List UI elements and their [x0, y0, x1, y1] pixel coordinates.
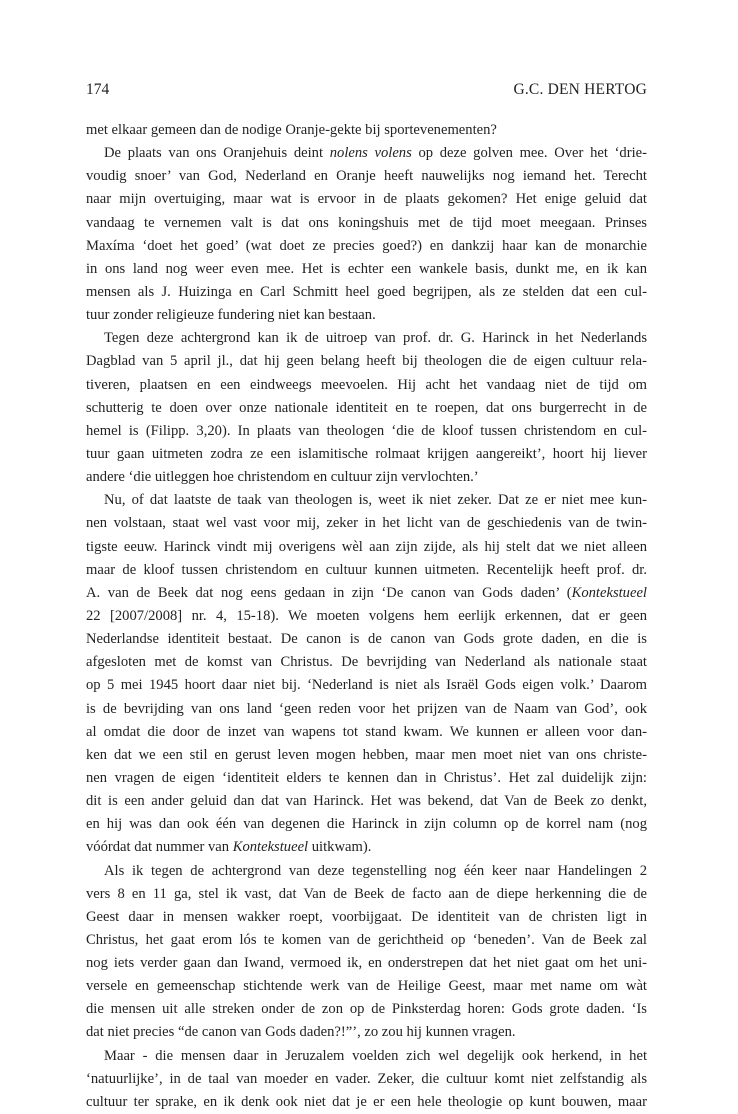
- text-line: en hij was dan ook één van degenen die Harinck in zijn column op de korrel nam (nog: [86, 816, 647, 833]
- text-line: Tegen deze achtergrond kan ik de uitroep van prof. dr. G. Harinck in het Nederlands: [104, 330, 647, 347]
- text-line: hemel is (Filipp. 3,20). In plaats van theologen ‘die de kloof tussen christendom en cul-: [86, 422, 647, 439]
- text-line: nen vragen de eigen ‘identiteit elders te kennen dan in Christus’. Het zal duidelijk zijn:: [86, 769, 647, 786]
- italic-text: nolens volens: [329, 145, 412, 162]
- text-line: maar de kloof tussen christendom en cultuur kunnen uitmeten. Recentelijk heeft prof. dr.: [86, 561, 647, 578]
- text-line: al omdat die door de inzet van wapens tot stand kwam. We kunnen er alleen voor dan-: [86, 723, 647, 740]
- running-head: [86, 80, 647, 100]
- text-line: Nu, of dat laatste de taak van theologen is, weet ik niet zeker. Dat ze er niet mee kun-: [104, 492, 647, 509]
- text-line: naar mijn overtuiging, maar wat is ervoor in de plaats gekomen? Het enige geluid dat: [86, 191, 647, 208]
- text-line: voudig snoer’ van God, Nederland en Oranje heeft nauwelijks nog iemand het. Terecht: [86, 168, 647, 185]
- text-line: vandaag te vernemen valt is dat ons koningshuis met de tijd moet meegaan. Prinses: [86, 214, 647, 231]
- italic-text: Kontekstueel: [571, 584, 647, 601]
- text-run: uitkwam).: [308, 839, 372, 856]
- text-line: [86, 582, 647, 605]
- text-line: versele en gemeenschap stichtende werk van de Heilige Geest, maar met name om wàt: [86, 978, 647, 995]
- text-line: Maxíma ‘doet het goed’ (wat doet ze precies goed?) en dankzij haar kan de monarchie: [86, 237, 647, 254]
- text-run: vóórdat dat nummer van: [86, 839, 233, 856]
- text-line: Maar - die mensen daar in Jeruzalem voelden zich wel degelijk ook herkend, in het: [104, 1047, 647, 1064]
- text-line: ‘natuurlijke’, in de taal van moeder en vader. Zeker, die cultuur komt niet zelfstandig als: [86, 1070, 647, 1087]
- text-line: [86, 142, 647, 165]
- text-line: Christus, het gaat erom lós te komen van de gerichtheid op ‘beneden’. Van de Beek zal: [86, 931, 647, 948]
- text-line: tuur zonder religieuze fundering niet kan bestaan.: [86, 307, 376, 324]
- text-line: [86, 836, 647, 859]
- text-line: tigste eeuw. Harinck vindt mij overigens wèl aan zijn zijde, als hij stelt dat we niet alleen: [86, 538, 647, 555]
- text-line: Nederlandse identiteit bestaat. De canon is de canon van Gods grote daden, en die is: [86, 631, 647, 648]
- text-line: tiveren, plaatsen en een eindweegs meevoelen. Hij acht het vandaag niet de tijd om: [86, 376, 647, 393]
- text-line: dat niet precies “de canon van Gods daden?!”’, zo zou hij kunnen vragen.: [86, 1024, 516, 1041]
- text-line: cultuur ter sprake, en ik denk ook niet dat je er een hele theologie op kunt bouwen, maar: [86, 1093, 647, 1110]
- text-line: schutterig te doen over onze nationale identiteit en te roepen, dat ons burgerrecht in de: [86, 399, 647, 416]
- text-line: tuur gaan uitmeten zodra ze een islamitische rolmaat krijgen aangereikt’, hoort hij liever: [86, 445, 647, 462]
- page-number: 174: [86, 81, 110, 98]
- text-line: 22 [2007/2008] nr. 4, 15-18). We moeten volgens hem eerlijk erkennen, dat er geen: [86, 607, 647, 624]
- text-line: nen volstaan, staat wel vast voor mij, zeker in het licht van de geschiedenis van de twin-: [86, 515, 647, 532]
- text-line: dit is een ander geluid dan dat van Harinck. Het was bekend, dat Van de Beek zo denkt,: [86, 793, 647, 810]
- text-run: De plaats van ons Oranjehuis deint: [104, 145, 330, 162]
- text-line: is de bevrijding van ons land ‘geen reden voor het prijzen van de Naam van God’, ook: [86, 700, 647, 717]
- text-line: Dagblad van 5 april jl., dat hij geen belang heeft bij theologen die de eigen cultuur rela-: [86, 353, 647, 370]
- text-run: op deze golven mee. Over het ‘drie-: [411, 145, 647, 162]
- text-line: Geest daar in mensen wakker roept, voorbijgaat. De identiteit van de christen ligt in: [86, 908, 647, 925]
- text-line: op 5 mei 1945 hoort daar niet bij. ‘Nederland is niet als Israël Gods eigen volk.’ Daarom: [86, 677, 647, 694]
- text-line: in ons land nog weer even mee. Het is echter een wankele basis, dunkt me, en ik kan: [86, 260, 647, 277]
- body-text: [86, 119, 647, 1114]
- text-run: A. van de Beek dat nog eens gedaan in zijn ‘De canon van Gods daden’ (: [86, 584, 572, 601]
- running-title: G.C. DEN HERTOG: [513, 81, 647, 98]
- text-line: afgesloten met de komst van Christus. De bevrijding van Nederland als nationale staat: [86, 654, 647, 671]
- text-line: ken dat we een stil en gerust leven mogen hebben, maar men moet niet van ons christe-: [86, 746, 647, 763]
- text-line: vers 8 en 11 ga, stel ik vast, dat Van de Beek de facto aan de diepe herkenning die de: [86, 885, 647, 902]
- text-line: met elkaar gemeen dan de nodige Oranje-gekte bij sportevenementen?: [86, 122, 497, 138]
- text-line: mensen als J. Huizinga en Carl Schmitt heel goed begrijpen, als ze stelden dat een cul-: [86, 283, 647, 300]
- text-line: nog iets verder gaan dan Iwand, vermoed ik, en onderstrepen dat het niet gaat om het uni-: [86, 955, 647, 972]
- text-line: die mensen uit alle streken onder de zon op de Pinksterdag horen: Gods grote daden. ‘Is: [86, 1001, 647, 1018]
- text-line: andere ‘die uitleggen hoe christendom en cultuur zijn vervlochten.’: [86, 469, 479, 486]
- italic-text: Kontekstueel: [232, 839, 309, 856]
- text-line: Als ik tegen de achtergrond van deze tegenstelling nog één keer naar Handelingen 2: [104, 862, 647, 879]
